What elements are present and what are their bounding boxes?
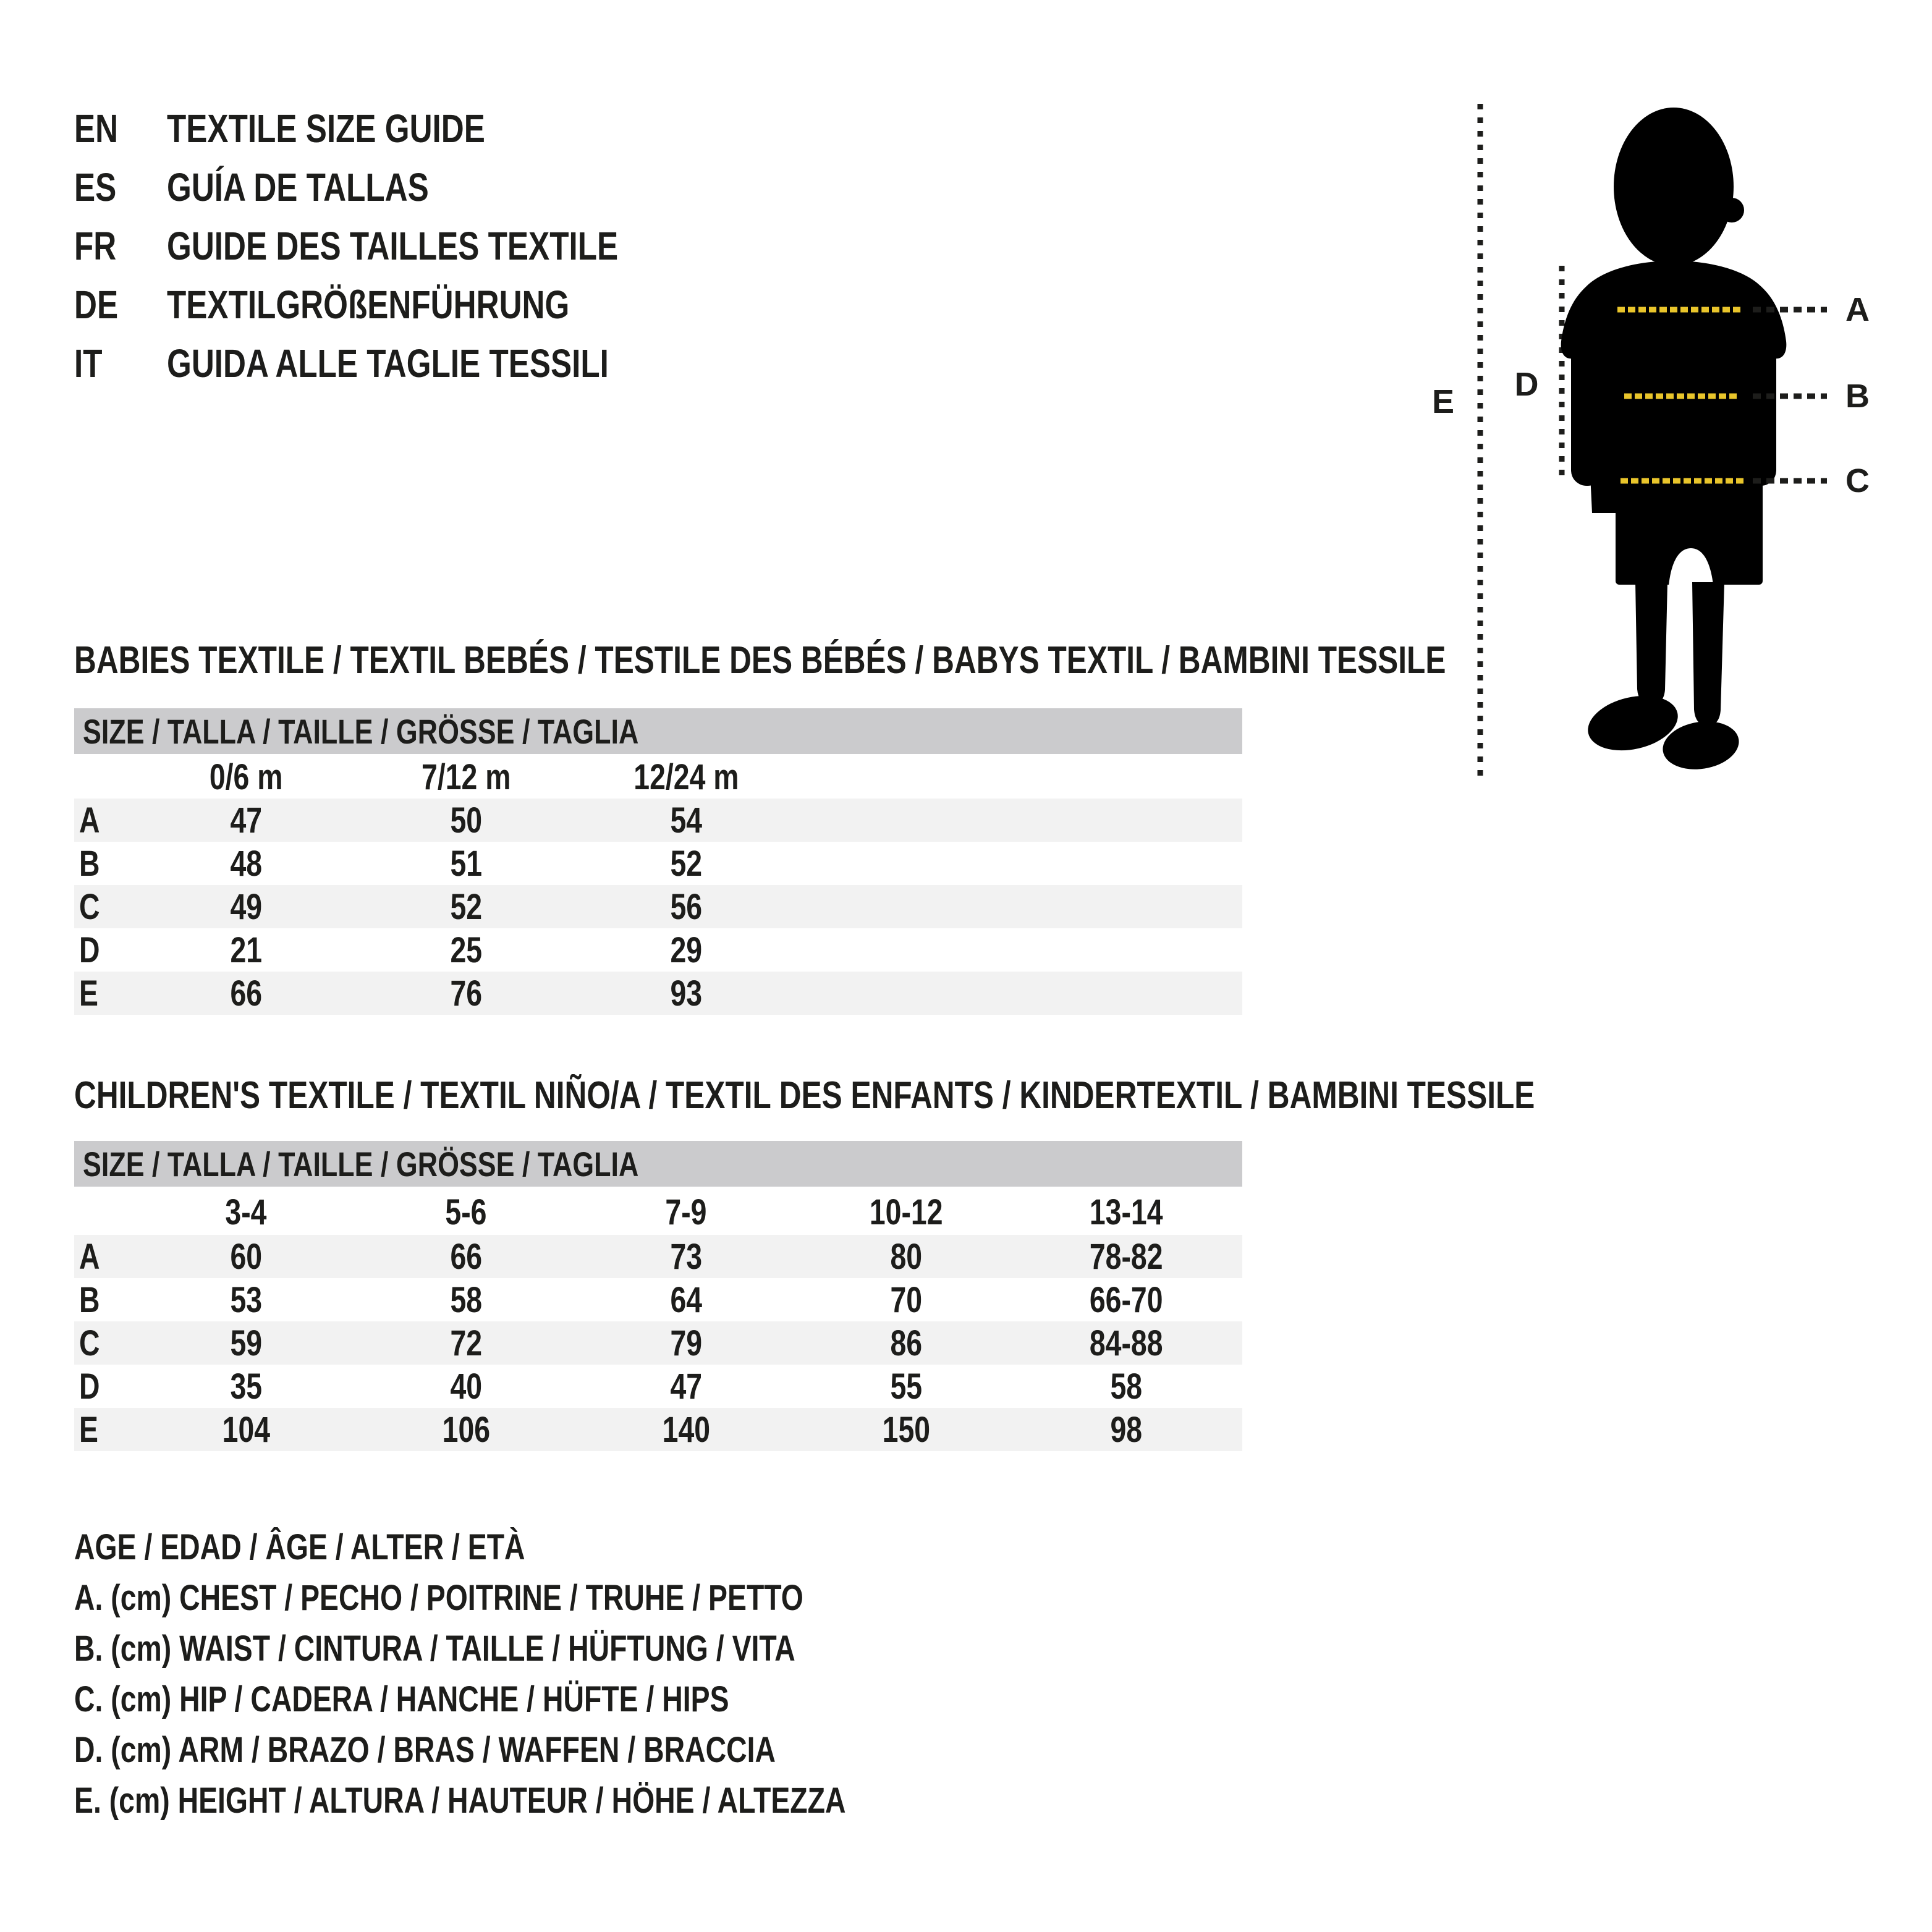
language-code: FR: [74, 223, 117, 268]
babies-column-header: 0/6 m: [209, 756, 283, 797]
child-silhouette: [1561, 108, 1787, 585]
measure-label-b: B: [1845, 378, 1870, 415]
children-column-header: 3-4: [225, 1192, 267, 1232]
children-column-header: 10-12: [869, 1192, 943, 1232]
row-label: B: [79, 1279, 100, 1320]
table-cell: 47: [230, 800, 262, 841]
table-cell: 86: [890, 1323, 922, 1363]
table-cell: 80: [890, 1236, 922, 1277]
row-label: D: [79, 1366, 100, 1407]
children-size-header-bar: [74, 1141, 1242, 1187]
language-code: DE: [74, 282, 119, 327]
table-cell: 66: [230, 973, 262, 1014]
babies-column-header: 7/12 m: [421, 756, 511, 797]
table-cell: 73: [670, 1236, 702, 1277]
language-item-es: [74, 158, 731, 216]
language-code: IT: [74, 341, 103, 386]
children-table-row-b: [74, 1278, 1242, 1321]
legend-line-waist: B. (cm) WAIST / CINTURA / TAILLE / HÜFTUNG / VITA: [74, 1628, 795, 1669]
table-cell: 35: [230, 1366, 262, 1407]
language-code: ES: [74, 164, 117, 210]
table-cell: 52: [450, 886, 482, 927]
children-size-header-text: SIZE / TALLA / TAILLE / GRÖSSE / TAGLIA: [83, 1144, 639, 1184]
child-silhouette-figure: [1409, 80, 1932, 797]
table-cell: 64: [670, 1279, 702, 1320]
table-cell: 51: [450, 843, 482, 884]
table-cell: 106: [442, 1409, 490, 1450]
babies-column-header: 12/24 m: [633, 756, 739, 797]
table-cell: 66-70: [1089, 1279, 1163, 1320]
row-label: E: [79, 973, 98, 1014]
measure-label-e: E: [1431, 383, 1455, 420]
table-cell: 48: [230, 843, 262, 884]
babies-size-header-text: SIZE / TALLA / TAILLE / GRÖSSE / TAGLIA: [83, 711, 639, 751]
babies-table-row-a: [74, 799, 1242, 842]
table-cell: 25: [450, 930, 482, 970]
babies-table-row-b: [74, 842, 1242, 885]
row-label: A: [79, 800, 100, 841]
table-cell: 98: [1110, 1409, 1142, 1450]
row-label: A: [79, 1236, 100, 1277]
language-item-it: [74, 334, 731, 392]
table-cell: 76: [450, 973, 482, 1014]
children-table-row-c: [74, 1321, 1242, 1365]
babies-table-row-d: [74, 928, 1242, 972]
children-table-row-d: [74, 1365, 1242, 1408]
table-cell: 70: [890, 1279, 922, 1320]
table-cell: 47: [670, 1366, 702, 1407]
babies-table-row-e: [74, 972, 1242, 1015]
children-column-header: 5-6: [445, 1192, 487, 1232]
table-cell: 72: [450, 1323, 482, 1363]
row-label: D: [79, 930, 100, 970]
legend-line-height: E. (cm) HEIGHT / ALTURA / HAUTEUR / HÖHE / ALTEZZA: [74, 1780, 846, 1821]
table-cell: 56: [670, 886, 702, 927]
table-cell: 150: [882, 1409, 930, 1450]
table-cell: 93: [670, 973, 702, 1014]
legend-line-hip: C. (cm) HIP / CADERA / HANCHE / HÜFTE / HIPS: [74, 1679, 729, 1719]
language-title: GUÍA DE TALLAS: [167, 164, 429, 210]
table-cell: 84-88: [1089, 1323, 1163, 1363]
table-cell: 79: [670, 1323, 702, 1363]
language-title: GUIDA ALLE TAGLIE TESSILI: [167, 341, 609, 386]
children-section-heading: CHILDREN'S TEXTILE / TEXTIL NIÑO/A / TEXTIL DES ENFANTS / KINDERTEXTIL / BAMBINI TESSILE: [74, 1074, 1535, 1117]
babies-size-header-bar: [74, 708, 1242, 754]
table-cell: 58: [450, 1279, 482, 1320]
silhouette-ear: [1719, 198, 1744, 222]
table-cell: 49: [230, 886, 262, 927]
measure-label-c: C: [1845, 462, 1870, 499]
row-label: E: [79, 1409, 98, 1450]
language-code: EN: [74, 106, 119, 151]
silhouette-torso: [1592, 284, 1755, 494]
language-title: TEXTILE SIZE GUIDE: [167, 106, 485, 151]
legend-line-age: AGE / EDAD / ÂGE / ALTER / ETÀ: [74, 1527, 525, 1567]
table-cell: 104: [222, 1409, 270, 1450]
language-title: GUIDE DES TAILLES TEXTILE: [167, 223, 619, 268]
table-cell: 78-82: [1089, 1236, 1163, 1277]
children-table-row-a: [74, 1235, 1242, 1278]
table-cell: 60: [230, 1236, 262, 1277]
table-cell: 55: [890, 1366, 922, 1407]
babies-column-header-row: [74, 755, 1242, 799]
row-label: C: [79, 1323, 100, 1363]
table-cell: 59: [230, 1323, 262, 1363]
silhouette-head: [1614, 108, 1734, 266]
language-item-en: [74, 99, 731, 158]
children-column-header-row: [74, 1190, 1242, 1234]
children-table-row-e: [74, 1408, 1242, 1451]
table-cell: 40: [450, 1366, 482, 1407]
table-cell: 66: [450, 1236, 482, 1277]
table-cell: 58: [1110, 1366, 1142, 1407]
table-cell: 50: [450, 800, 482, 841]
table-cell: 53: [230, 1279, 262, 1320]
table-cell: 140: [662, 1409, 710, 1450]
language-item-fr: [74, 216, 731, 275]
children-column-header: 7-9: [665, 1192, 707, 1232]
measure-label-d: D: [1514, 366, 1539, 403]
row-label: B: [79, 843, 100, 884]
language-title: TEXTILGRÖßENFÜHRUNG: [167, 282, 570, 327]
babies-table-row-c: [74, 885, 1242, 928]
table-cell: 52: [670, 843, 702, 884]
babies-section-heading: BABIES TEXTILE / TEXTIL BEBÉS / TESTILE DES BÉBÉS / BABYS TEXTIL / BAMBINI TESSILE: [74, 639, 1446, 682]
table-cell: 21: [230, 930, 262, 970]
legend-line-chest: A. (cm) CHEST / PECHO / POITRINE / TRUHE / PETTO: [74, 1577, 803, 1618]
table-cell: 29: [670, 930, 702, 970]
measurement-legend: [74, 1522, 1039, 1826]
children-column-header: 13-14: [1089, 1192, 1163, 1232]
row-label: C: [79, 886, 100, 927]
legend-line-arm: D. (cm) ARM / BRAZO / BRAS / WAFFEN / BRACCIA: [74, 1729, 776, 1770]
table-cell: 54: [670, 800, 702, 841]
language-item-de: [74, 275, 731, 334]
measure-label-a: A: [1845, 291, 1870, 328]
language-title-block: [74, 99, 731, 392]
